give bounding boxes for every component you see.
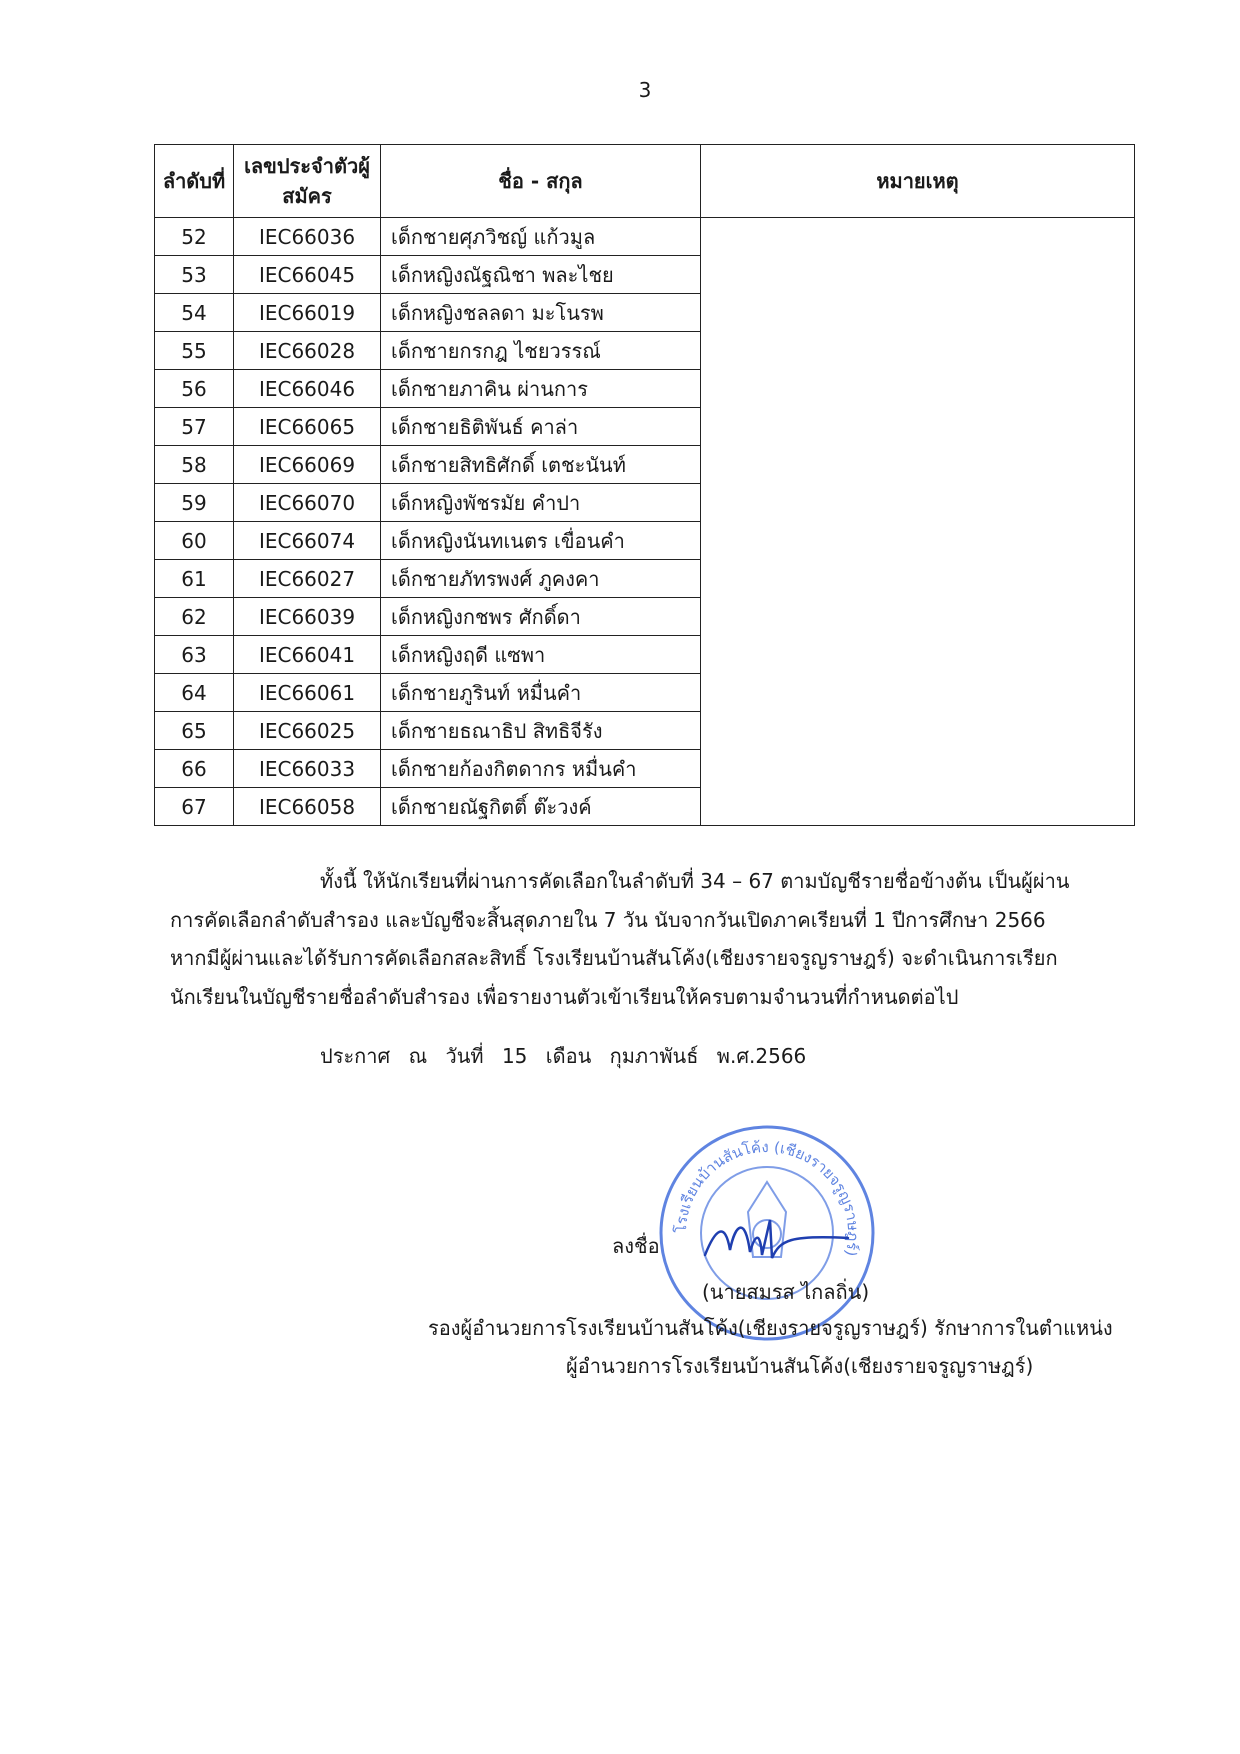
- signer-name: (นายสมรส ไกลถิ่น): [702, 1280, 870, 1304]
- cell-name: เด็กหญิงกชพร ศักดิ์ดา: [381, 598, 701, 636]
- cell-no: 67: [155, 788, 234, 826]
- header-remarks-label: หมายเหตุ: [876, 169, 959, 193]
- cell-name: เด็กชายสิทธิศักดิ์ เตชะนันท์: [381, 446, 701, 484]
- cell-name: เด็กหญิงพัชรมัย คำปา: [381, 484, 701, 522]
- cell-applicant-id: IEC66058: [234, 788, 381, 826]
- applicant-table: [154, 144, 1135, 826]
- cell-applicant-id: IEC66033: [234, 750, 381, 788]
- cell-name: เด็กหญิงชลลดา มะโนรพ: [381, 294, 701, 332]
- cell-applicant-id: IEC66070: [234, 484, 381, 522]
- header-name-label: ชื่อ - สกุล: [498, 169, 583, 193]
- cell-applicant-id: IEC66019: [234, 294, 381, 332]
- cell-applicant-id: IEC66041: [234, 636, 381, 674]
- announce-day: 15: [501, 1044, 528, 1068]
- notice-paragraph: [170, 862, 1122, 1016]
- paragraph-line-4: นักเรียนในบัญชีรายชื่อลำดับสำรอง เพื่อรายงานตัวเข้าเรียนให้ครบตามจำนวนที่กำหนดต่อไป: [170, 984, 959, 1009]
- cell-applicant-id: IEC66065: [234, 408, 381, 446]
- cell-name: เด็กหญิงณัฐณิชา พละไชย: [381, 256, 701, 294]
- announce-label: ประกาศ: [320, 1044, 391, 1068]
- cell-no: 61: [155, 560, 234, 598]
- cell-no: 62: [155, 598, 234, 636]
- cell-no: 52: [155, 218, 234, 256]
- cell-no: 59: [155, 484, 234, 522]
- cell-no: 64: [155, 674, 234, 712]
- sign-label: ลงชื่อ: [612, 1234, 660, 1258]
- header-no-label: ลำดับที่: [162, 169, 226, 193]
- cell-name: เด็กชายภาคิน ผ่านการ: [381, 370, 701, 408]
- cell-no: 66: [155, 750, 234, 788]
- cell-no: 58: [155, 446, 234, 484]
- cell-name: เด็กชายธณาธิป สิทธิจีรัง: [381, 712, 701, 750]
- cell-name: เด็กชายภัทรพงศ์ ภูคงคา: [381, 560, 701, 598]
- header-applicant-id-label: เลขประจำตัวผู้สมัคร: [244, 154, 370, 208]
- cell-name: เด็กชายกรกฎ ไชยวรรณ์: [381, 332, 701, 370]
- handwritten-signature: [700, 1210, 850, 1270]
- cell-no: 54: [155, 294, 234, 332]
- cell-applicant-id: IEC66039: [234, 598, 381, 636]
- table-row: [155, 218, 1135, 256]
- cell-applicant-id: IEC66028: [234, 332, 381, 370]
- page-number: 3: [638, 78, 652, 102]
- cell-no: 53: [155, 256, 234, 294]
- table-header-row: [155, 145, 1135, 218]
- cell-applicant-id: IEC66025: [234, 712, 381, 750]
- cell-no: 63: [155, 636, 234, 674]
- header-name: [381, 145, 701, 218]
- cell-no: 55: [155, 332, 234, 370]
- announcement-date: [320, 1040, 818, 1072]
- header-applicant-id: [234, 145, 381, 218]
- cell-no: 65: [155, 712, 234, 750]
- announce-at: ณ: [408, 1044, 428, 1068]
- cell-name: เด็กชายณัฐกิตติ์ ต๊ะวงค์: [381, 788, 701, 826]
- signer-position-line-2: ผู้อำนวยการโรงเรียนบ้านสันโค้ง(เชียงรายจรูญราษฎร์): [566, 1354, 1034, 1378]
- cell-applicant-id: IEC66045: [234, 256, 381, 294]
- signer-position-line-1: รองผู้อำนวยการโรงเรียนบ้านสันโค้ง(เชียงรายจรูญราษฎร์) รักษาการในตำแหน่ง: [428, 1316, 1113, 1340]
- cell-name: เด็กชายธิติพันธ์ คาล่า: [381, 408, 701, 446]
- cell-name: เด็กหญิงฤดี แซพา: [381, 636, 701, 674]
- cell-no: 57: [155, 408, 234, 446]
- paragraph-line-1: [170, 862, 1122, 901]
- cell-name: เด็กหญิงนันทเนตร เขื่อนคำ: [381, 522, 701, 560]
- announce-month: กุมภาพันธ์: [609, 1044, 699, 1068]
- paragraph-line-2: การคัดเลือกลำดับสำรอง และบัญชีจะสิ้นสุดภายใน 7 วัน นับจากวันเปิดภาคเรียนที่ 1 ปีการศึกษา 2566: [170, 907, 1046, 932]
- announce-year: พ.ศ.2566: [716, 1044, 807, 1068]
- cell-no: 56: [155, 370, 234, 408]
- cell-name: เด็กชายก้องกิตดากร หมื่นคำ: [381, 750, 701, 788]
- announce-month-label: เดือน: [545, 1044, 592, 1068]
- table-body: [155, 218, 1135, 826]
- cell-no: 60: [155, 522, 234, 560]
- paragraph-line-3: หากมีผู้ผ่านและได้รับการคัดเลือกสละสิทธิ์ โรงเรียนบ้านสันโค้ง(เชียงรายจรูญราษฎร์) จะดำเนินการเรียก: [170, 946, 1058, 970]
- header-no: [155, 145, 234, 218]
- header-remarks: [701, 145, 1135, 218]
- cell-name: เด็กชายศุภวิชญ์ แก้วมูล: [381, 218, 701, 256]
- cell-name: เด็กชายภูรินท์ หมื่นคำ: [381, 674, 701, 712]
- cell-remarks: [701, 218, 1135, 826]
- paragraph-line-1-text: ทั้งนี้ ให้นักเรียนที่ผ่านการคัดเลือกในลำดับที่ 34 – 67 ตามบัญชีรายชื่อข้างต้น เป็นผู้ผ่าน: [320, 869, 1070, 893]
- cell-applicant-id: IEC66074: [234, 522, 381, 560]
- announce-day-label: วันที่: [445, 1044, 484, 1068]
- cell-applicant-id: IEC66069: [234, 446, 381, 484]
- cell-applicant-id: IEC66027: [234, 560, 381, 598]
- cell-applicant-id: IEC66036: [234, 218, 381, 256]
- cell-applicant-id: IEC66061: [234, 674, 381, 712]
- stamp-text: โรงเรียนบ้านสันโค้ง (เชียงรายจรูญราษฎร์): [671, 1137, 863, 1259]
- cell-applicant-id: IEC66046: [234, 370, 381, 408]
